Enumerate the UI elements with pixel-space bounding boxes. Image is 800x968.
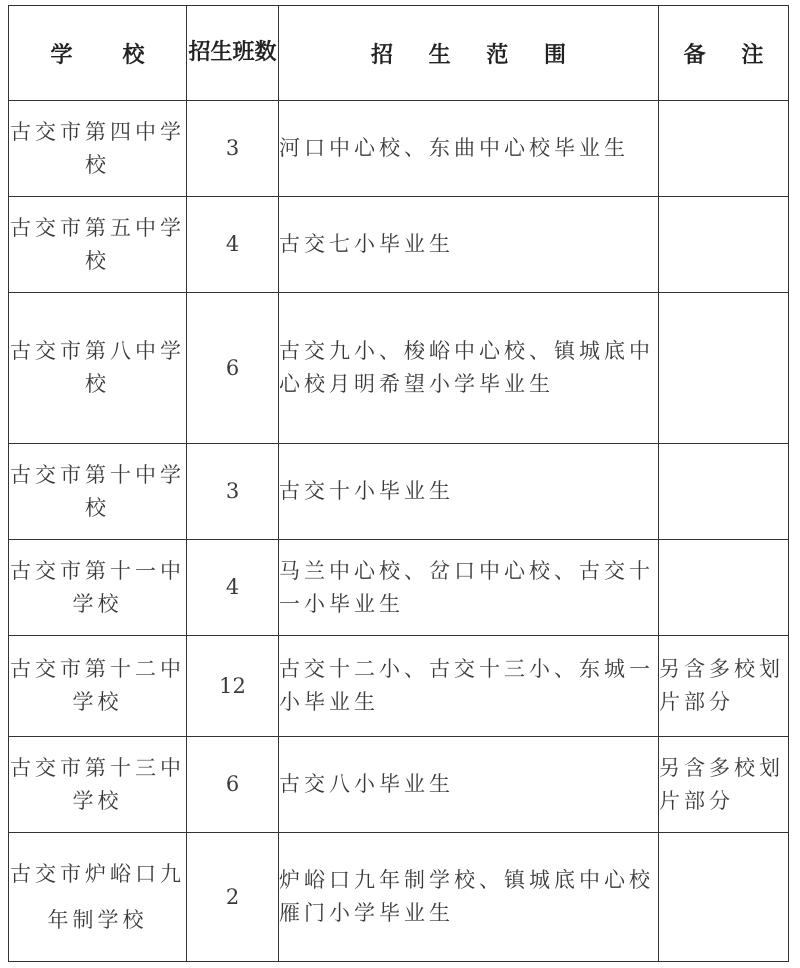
classes-cell: 4 [187,197,279,293]
table-row [9,101,789,197]
classes-cell: 2 [187,833,279,962]
note-cell [659,833,789,962]
note-cell [659,540,789,636]
school-cell: 古交市第十二中学校 [9,636,187,737]
header-classes: 招生班数 [187,6,279,101]
scope-cell: 古交八小毕业生 [279,737,659,833]
enrollment-table [8,5,789,962]
scope-cell: 马兰中心校、岔口中心校、古交十一小毕业生 [279,540,659,636]
note-cell [659,444,789,540]
note-cell: 另含多校划片部分 [659,636,789,737]
classes-cell: 6 [187,293,279,444]
scope-cell: 古交九小、梭峪中心校、镇城底中心校月明希望小学毕业生 [279,293,659,444]
school-cell: 古交市第十一中学校 [9,540,187,636]
classes-cell: 3 [187,101,279,197]
note-cell [659,197,789,293]
classes-cell: 3 [187,444,279,540]
table-row [9,293,789,444]
scope-cell: 古交十小毕业生 [279,444,659,540]
scope-cell: 古交十二小、古交十三小、东城一小毕业生 [279,636,659,737]
school-cell: 古交市第五中学校 [9,197,187,293]
school-cell: 古交市第四中学校 [9,101,187,197]
note-cell: 另含多校划片部分 [659,737,789,833]
school-cell: 古交市第十三中学校 [9,737,187,833]
note-cell [659,101,789,197]
table-row [9,636,789,737]
classes-cell: 6 [187,737,279,833]
header-school: 学 校 [9,6,187,101]
note-cell [659,293,789,444]
header-scope: 招 生 范 围 [279,6,659,101]
table-row [9,444,789,540]
table-row [9,197,789,293]
classes-cell: 4 [187,540,279,636]
school-cell: 古交市炉峪口九年制学校 [9,833,187,962]
table-row [9,540,789,636]
header-note: 备 注 [659,6,789,101]
classes-cell: 12 [187,636,279,737]
scope-cell: 炉峪口九年制学校、镇城底中心校雁门小学毕业生 [279,833,659,962]
school-cell: 古交市第八中学校 [9,293,187,444]
scope-cell: 河口中心校、东曲中心校毕业生 [279,101,659,197]
school-cell: 古交市第十中学校 [9,444,187,540]
scope-cell: 古交七小毕业生 [279,197,659,293]
header-row [9,6,789,101]
table-row [9,833,789,962]
table-row [9,737,789,833]
